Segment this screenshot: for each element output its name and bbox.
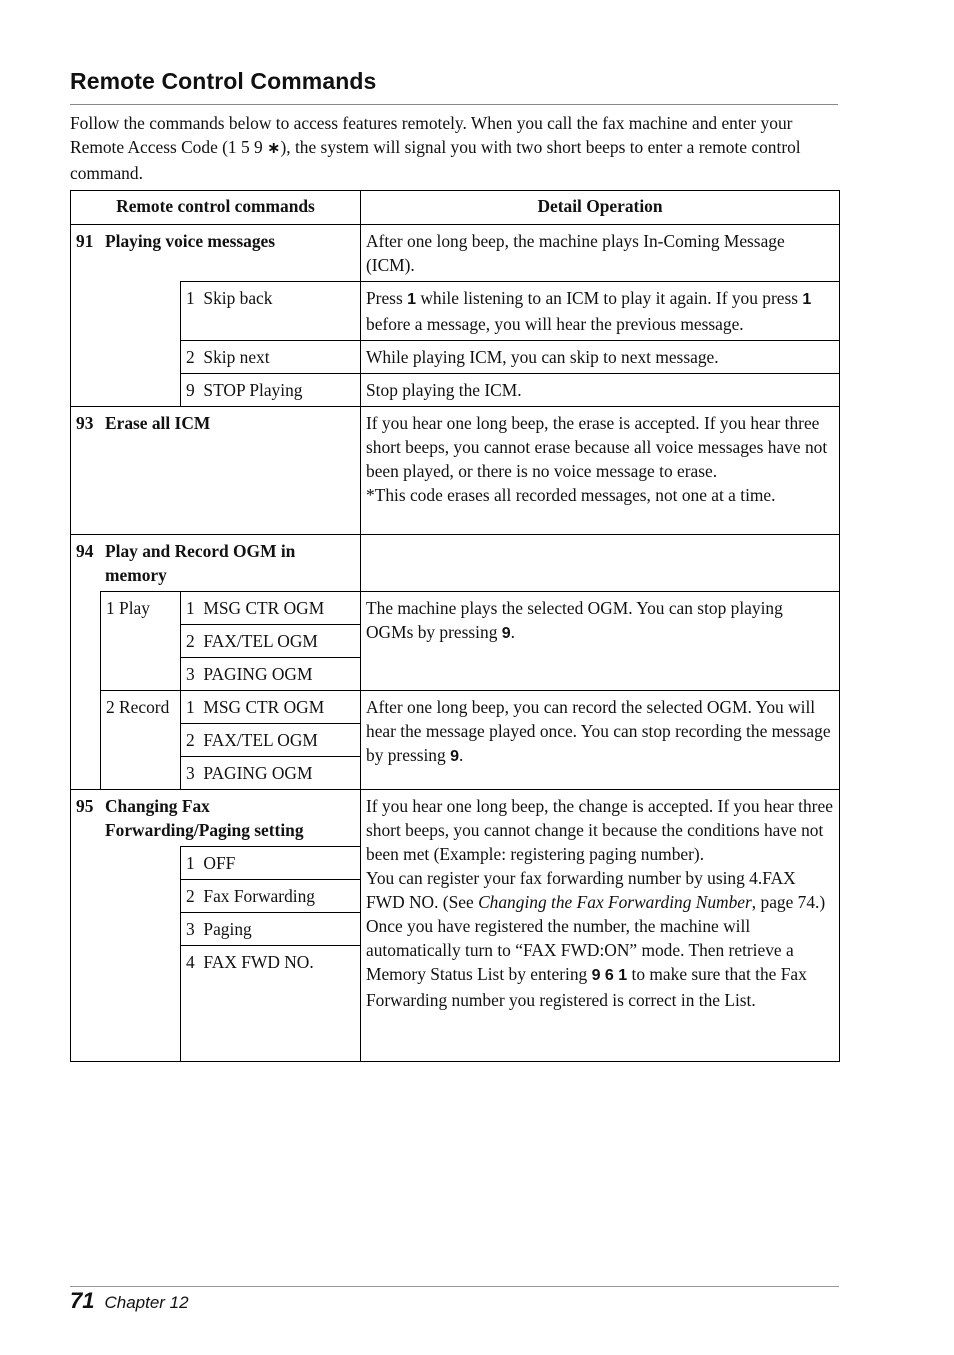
table-row (71, 592, 840, 625)
cmd-91: 91 Playing voice messages (71, 225, 361, 282)
star-key: ∗ (267, 140, 281, 157)
page-number: 71 (70, 1288, 95, 1313)
cmd-91-9: 9 STOP Playing (181, 374, 361, 407)
table-row (71, 225, 840, 282)
table-row (71, 790, 840, 847)
detail-94-record: After one long beep, you can record the selected OGM. You will hear the message played once. You can stop recording the message by pressing 9. (361, 691, 840, 790)
heading-divider (70, 104, 838, 105)
cmd-94-play-1: 1 MSG CTR OGM (181, 592, 361, 625)
cmd-94-play: 1 Play (101, 592, 181, 691)
cmd-94: 94 Play and Record OGM in memory (71, 535, 361, 592)
table-row (71, 407, 840, 535)
cmd-94-record: 2 Record (101, 691, 181, 790)
cmd-91-2: 2 Skip next (181, 341, 361, 374)
table-row (71, 341, 840, 374)
cmd-94-record-1: 1 MSG CTR OGM (181, 691, 361, 724)
cmd-94-play-2: 2 FAX/TEL OGM (181, 625, 361, 658)
table-header-row (71, 191, 840, 225)
detail-91: After one long beep, the machine plays In-Coming Message (ICM). (361, 225, 840, 282)
detail-93: If you hear one long beep, the erase is accepted. If you hear three short beeps, you cannot erase because all voice messages have not been played, or there is no voice message to erase. *This code erases all recorded messages, not one at a time. (361, 407, 840, 535)
page-title: Remote Control Commands (70, 68, 377, 94)
table-row (71, 535, 840, 592)
chapter-label: Chapter 12 (104, 1293, 189, 1312)
header-detail: Detail Operation (361, 191, 840, 225)
footer-divider (70, 1286, 839, 1287)
cmd-93: 93 Erase all ICM (71, 407, 361, 535)
header-commands: Remote control commands (71, 191, 361, 225)
cmd-94-record-2: 2 FAX/TEL OGM (181, 724, 361, 757)
cmd-95: 95 Changing Fax Forwarding/Paging setting (71, 790, 361, 847)
table-row (71, 374, 840, 407)
cmd-94-play-3: 3 PAGING OGM (181, 658, 361, 691)
cmd-94-record-3: 3 PAGING OGM (181, 757, 361, 790)
detail-91-9: Stop playing the ICM. (361, 374, 840, 407)
intro-paragraph: Follow the commands below to access features remotely. When you call the fax machine and enter your Remote Access Code (1 5 9 ∗), the system will signal you with two short beeps to enter a remote control command. (70, 113, 801, 183)
detail-95: If you hear one long beep, the change is accepted. If you hear three short beeps, you cannot change it because the conditions have not been met (Example: registering paging number). You can register your fax forwarding number by using 4.FAX FWD NO. (See Changing the Fax Forwarding Number, page 74.) Once you have registered the number, the machine will automatically turn to “FAX FWD:ON” mode. Then retrieve a Memory Status List by entering 9 6 1 to make sure that the Fax Forwarding number you registered is correct in the List. (361, 790, 840, 1062)
table-row (71, 282, 840, 341)
cmd-91-1: 1 Skip back (181, 282, 361, 341)
table-row (71, 691, 840, 724)
detail-94-play: The machine plays the selected OGM. You can stop playing OGMs by pressing 9. (361, 592, 840, 691)
cmd-95-3: 3 Paging (181, 913, 361, 946)
detail-94 (361, 535, 840, 592)
cmd-95-4: 4 FAX FWD NO. (181, 946, 361, 1062)
detail-91-2: While playing ICM, you can skip to next message. (361, 341, 840, 374)
cmd-95-2: 2 Fax Forwarding (181, 880, 361, 913)
page-footer (70, 1288, 189, 1314)
remote-commands-table (70, 190, 840, 1062)
detail-91-1: Press 1 while listening to an ICM to play it again. If you press 1 before a message, you will hear the previous message. (361, 282, 840, 341)
cmd-95-1: 1 OFF (181, 847, 361, 880)
